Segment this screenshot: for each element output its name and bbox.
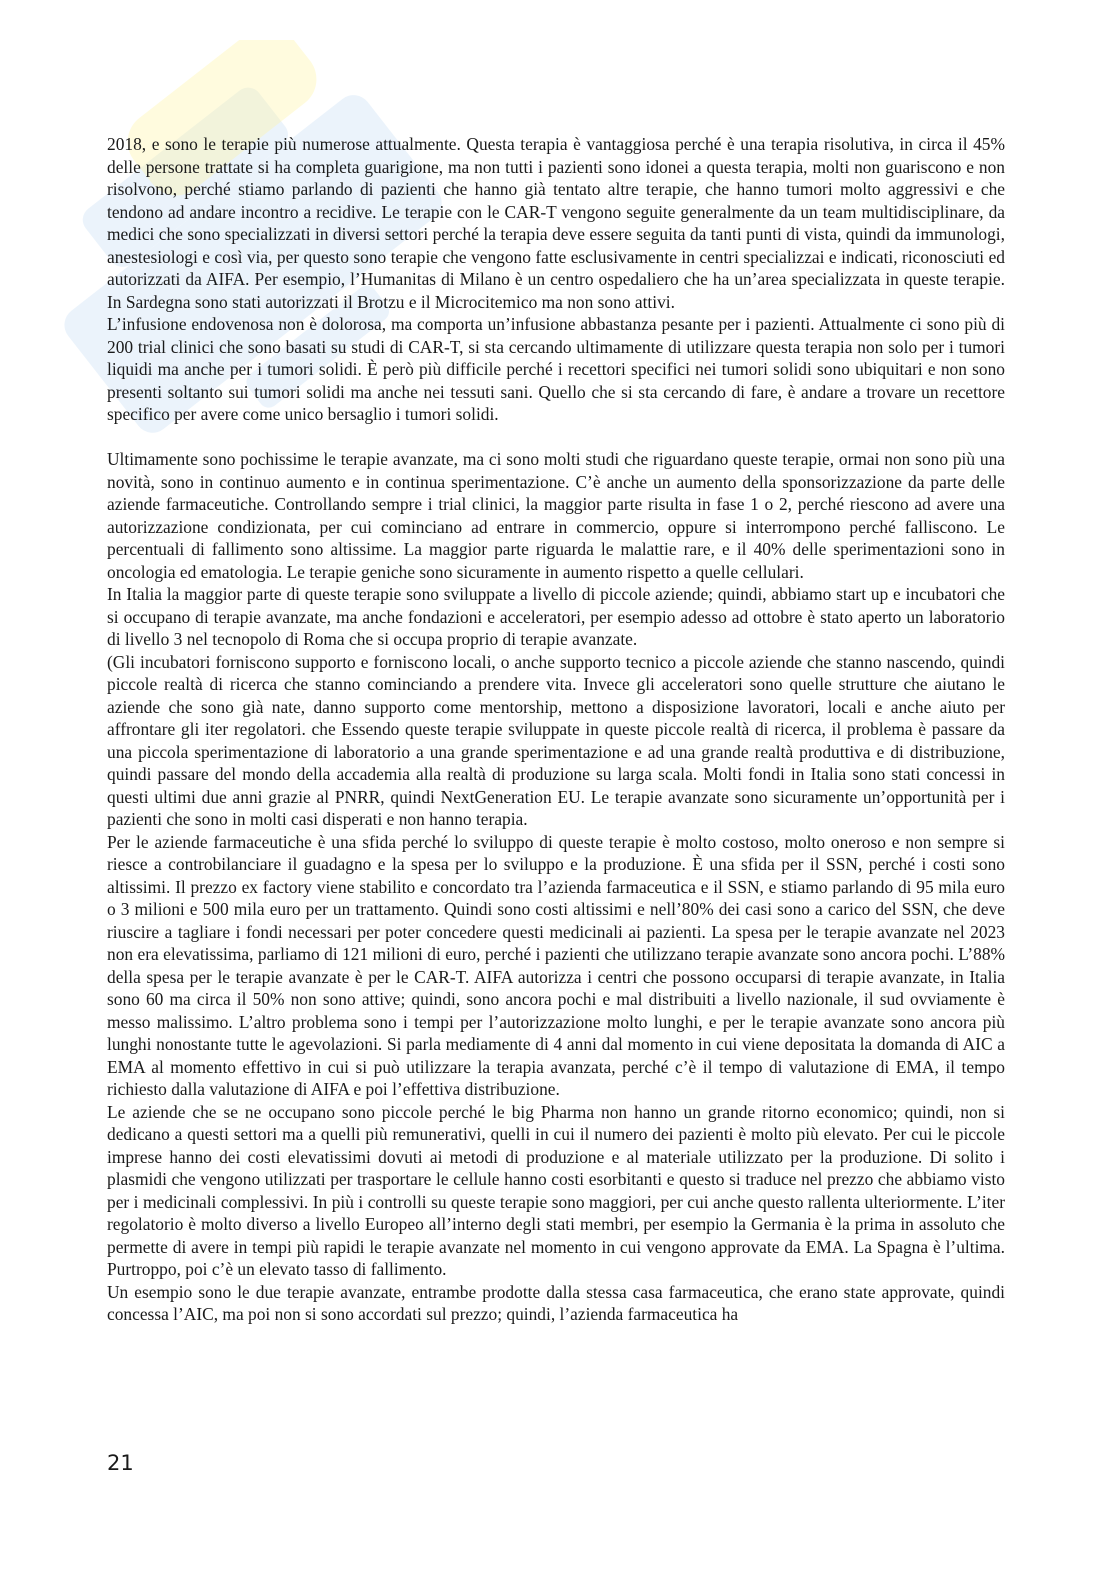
paragraph: Per le aziende farmaceutiche è una sfida perché lo sviluppo di queste terapie è molto costoso, molto oneroso e non sempre si riesce a controbilanciare il guadagno e la spesa per lo sviluppo e la produzione. È una sfida per il SSN, perché i costi sono altissimi. Il prezzo ex factory viene stabilito e concordato tra l’azienda farmaceutica e il SSN, e stiamo parlando di 95 mila euro o 3 milioni e 500 mila euro per un trattamento. Quindi sono costi altissimi e nell’80% dei casi sono a carico del SSN, che deve riuscire a tagliare i fondi necessari per poter concedere questi medicinali ai pazienti. La spesa per le terapie avanzate nel 2023 non era elevatissima, parliamo di 121 milioni di euro, perché i pazienti che utilizzano terapie avanzate sono ancora pochi. L’88% della spesa per le terapie avanzate è per le CAR-T. AIFA autorizza i centri che possono occuparsi di terapie avanzate, in Italia sono 60 ma circa il 50% non sono attive; quindi, sono ancora pochi e mal distribuiti a livello nazionale, il sud ovviamente è messo malissimo. L’altro problema sono i tempi per l’autorizzazione molto lunghi, e per le terapie avanzate sono ancora più lunghi nonostante tutte le agevolazioni. Si parla mediamente di 4 anni dal momento in cui viene depositata la domanda di AIC a EMA al momento effettivo in cui si può utilizzare la terapia avanzata, perché c’è il tempo di valutazione di EMA, il tempo richiesto dalla valutazione di AIFA e poi l’effettiva distribuzione.: [107, 831, 1005, 1099]
paragraph: (Gli incubatori forniscono supporto e forniscono locali, o anche supporto tecnico a piccole aziende che stanno nascendo, quindi piccole realtà di ricerca che stanno cominciando a prendere vita. Invece gli acceleratori sono quelle strutture che aiutano le aziende che sono già nate, danno supporto come mentorship, mettono a disposizione lavoratori, locali e anche aiuto per affrontare gli iter regolatori. che Essendo queste terapie sviluppate in queste piccole realtà di ricerca, il problema è passare da una piccola sperimentazione di laboratorio a una grande sperimentazione e ad una grande realtà produttiva e di distribuzione, quindi passare del mondo della accademia alla realtà di produzione su larga scala. Molti fondi in Italia sono stati concessi in questi ultimi due anni grazie al PNRR, quindi NextGeneration EU. Le terapie avanzate sono sicuramente un’opportunità per i pazienti che sono in molti casi disperati e non hanno terapia.: [107, 651, 1005, 829]
paragraph: Le aziende che se ne occupano sono piccole perché le big Pharma non hanno un grande ritorno economico; quindi, non si dedicano a questi settori ma a quelli più remunerativi, quelli in cui il numero dei pazienti è molto più elevato. Per cui le piccole imprese hanno dei costi elevatissimi dovuti ai metodi di produzione e al materiale utilizzato per la produzione. Di solito i plasmidi che vengono utilizzati per trasportare le cellule hanno costi esorbitanti e questo si traduce nel prezzo che abbiamo visto per i medicinali complessivi. In più i controlli su queste terapie sono maggiori, per cui anche questo rallenta ulteriormente. L’iter regolatorio è molto diverso a livello Europeo all’interno degli stati membri, per esempio la Germania è la prima in assoluto che permette di avere in tempi più rapidi le terapie avanzate nel momento in cui vengono approvate da EMA. La Spagna è l’ultima. Purtroppo, poi c’è un elevato tasso di fallimento.: [107, 1101, 1005, 1279]
paragraph: Ultimamente sono pochissime le terapie avanzate, ma ci sono molti studi che riguardano queste terapie, ormai non sono più una novità, sono in continuo aumento e in continua sperimentazione. C’è anche un aumento della sponsorizzazione da parte delle aziende farmaceutiche. Controllando sempre i trial clinici, la maggior parte risulta in fase 1 o 2, perché riescono ad avere una autorizzazione condizionata, per cui cominciano ad entrare in commercio, oppure si interrompono perché falliscono. Le percentuali di fallimento sono altissime. La maggior parte riguarda le malattie rare, e il 40% delle sperimentazioni sono in oncologia ed ematologia. Le terapie geniche sono sicuramente in aumento rispetto a quelle cellulari.: [107, 449, 1005, 582]
paragraph: Un esempio sono le due terapie avanzate, entrambe prodotte dalla stessa casa farmaceutica, che erano state approvate, quindi concessa l’AIC, ma poi non si sono accordati sul prezzo; quindi, l’azienda farmaceutica ha: [107, 1281, 1005, 1324]
paragraph: L’infusione endovenosa non è dolorosa, ma comporta un’infusione abbastanza pesante per i pazienti. Attualmente ci sono più di 200 trial clinici che sono basati su studi di CAR-T, si sta cercando ultimamente di utilizzare questa terapia non solo per i tumori liquidi ma anche per i tumori solidi. È però più difficile perché i recettori specifici nei tumori solidi sono ubiquitari e non sono presenti soltanto sui tumori solidi ma anche nei tessuti sani. Quello che si sta cercando di fare, è andare a trovare un recettore specifico per avere come unico bersaglio i tumori solidi.: [107, 314, 1005, 424]
document-body: [107, 133, 1005, 1326]
page-number: 21: [107, 1451, 134, 1475]
paragraph: In Italia la maggior parte di queste terapie sono sviluppate a livello di piccole aziende; quindi, abbiamo start up e incubatori che si occupano di terapie avanzate, ma anche fondazioni e acceleratori, per esempio adesso ad ottobre è stato aperto un laboratorio di livello 3 nel tecnopolo di Roma che si occupa proprio di terapie avanzate.: [107, 584, 1005, 649]
paragraph: 2018, e sono le terapie più numerose attualmente. Questa terapia è vantaggiosa perché è una terapia risolutiva, in circa il 45% delle persone trattate si ha completa guarigione, ma non tutti i pazienti sono idonei a questa terapia, molti non guariscono e non risolvono, perché stiamo parlando di pazienti che hanno già tentato altre terapie, che hanno tumori molto aggressivi e che tendono ad andare incontro a recidive. Le terapie con le CAR-T vengono seguite generalmente da un team multidisciplinare, da medici che sono specializzati in diversi settori perché la terapia deve essere seguita da tanti punti di vista, quindi da immunologi, anestesiologi e così via, per questo sono terapie che vengono fatte esclusivamente in centri specializzai e indicati, riconosciuti ed autorizzati da AIFA. Per esempio, l’Humanitas di Milano è un centro ospedaliero che ha un’area specializzata in queste terapie. In Sardegna sono stati autorizzati il Brotzu e il Microcitemico ma non sono attivi.: [107, 134, 1005, 312]
